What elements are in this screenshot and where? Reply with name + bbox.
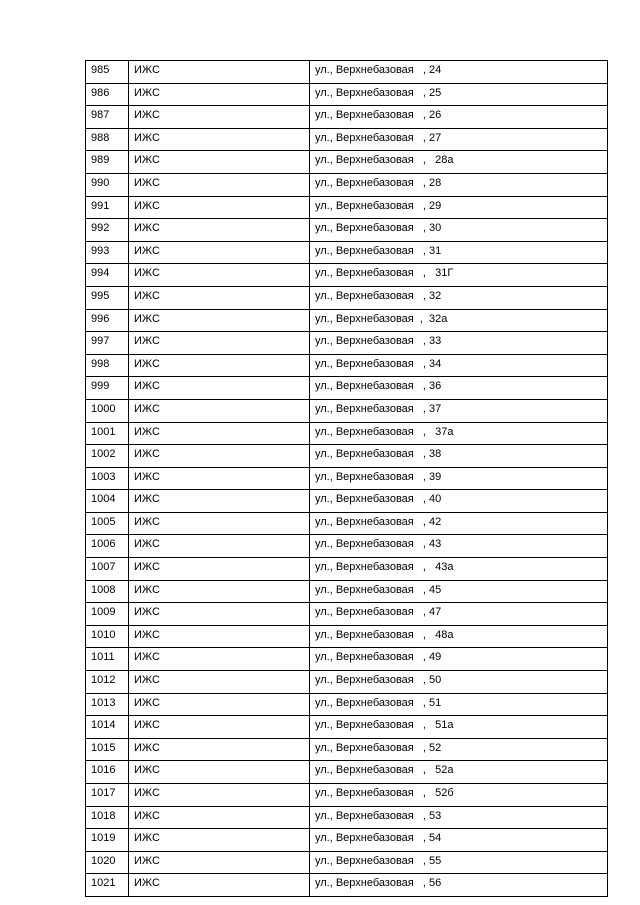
building-type-cell: ИЖС bbox=[129, 286, 310, 309]
address-cell: ул., Верхнебазовая , 48а bbox=[310, 625, 608, 648]
row-number-cell: 1012 bbox=[86, 671, 129, 694]
building-type-cell: ИЖС bbox=[129, 603, 310, 626]
row-number-cell: 1020 bbox=[86, 851, 129, 874]
row-number-cell: 993 bbox=[86, 241, 129, 264]
row-number-cell: 1021 bbox=[86, 874, 129, 897]
address-cell: ул., Верхнебазовая , 54 bbox=[310, 829, 608, 852]
building-type-cell: ИЖС bbox=[129, 173, 310, 196]
table-row bbox=[86, 332, 608, 355]
registry-table-body bbox=[86, 61, 608, 897]
table-row bbox=[86, 445, 608, 468]
address-cell: ул., Верхнебазовая , 31Г bbox=[310, 264, 608, 287]
address-cell: ул., Верхнебазовая , 33 bbox=[310, 332, 608, 355]
table-row bbox=[86, 738, 608, 761]
table-row bbox=[86, 377, 608, 400]
table-row bbox=[86, 219, 608, 242]
table-row bbox=[86, 693, 608, 716]
building-type-cell: ИЖС bbox=[129, 83, 310, 106]
address-cell: ул., Верхнебазовая , 45 bbox=[310, 580, 608, 603]
row-number-cell: 1017 bbox=[86, 784, 129, 807]
row-number-cell: 985 bbox=[86, 61, 129, 84]
address-cell: ул., Верхнебазовая , 26 bbox=[310, 106, 608, 129]
table-row bbox=[86, 784, 608, 807]
address-cell: ул., Верхнебазовая , 36 bbox=[310, 377, 608, 400]
building-type-cell: ИЖС bbox=[129, 151, 310, 174]
building-type-cell: ИЖС bbox=[129, 580, 310, 603]
table-row bbox=[86, 83, 608, 106]
row-number-cell: 1006 bbox=[86, 535, 129, 558]
row-number-cell: 988 bbox=[86, 128, 129, 151]
address-cell: ул., Верхнебазовая , 32а bbox=[310, 309, 608, 332]
row-number-cell: 1013 bbox=[86, 693, 129, 716]
address-cell: ул., Верхнебазовая , 40 bbox=[310, 490, 608, 513]
building-type-cell: ИЖС bbox=[129, 309, 310, 332]
address-cell: ул., Верхнебазовая , 52б bbox=[310, 784, 608, 807]
address-cell: ул., Верхнебазовая , 42 bbox=[310, 512, 608, 535]
building-type-cell: ИЖС bbox=[129, 128, 310, 151]
address-cell: ул., Верхнебазовая , 37 bbox=[310, 399, 608, 422]
building-type-cell: ИЖС bbox=[129, 61, 310, 84]
address-cell: ул., Верхнебазовая , 55 bbox=[310, 851, 608, 874]
table-row bbox=[86, 128, 608, 151]
building-type-cell: ИЖС bbox=[129, 354, 310, 377]
table-row bbox=[86, 761, 608, 784]
row-number-cell: 1003 bbox=[86, 467, 129, 490]
building-type-cell: ИЖС bbox=[129, 264, 310, 287]
building-type-cell: ИЖС bbox=[129, 874, 310, 897]
row-number-cell: 987 bbox=[86, 106, 129, 129]
address-cell: ул., Верхнебазовая , 27 bbox=[310, 128, 608, 151]
row-number-cell: 1009 bbox=[86, 603, 129, 626]
row-number-cell: 998 bbox=[86, 354, 129, 377]
table-row bbox=[86, 196, 608, 219]
table-row bbox=[86, 467, 608, 490]
table-row bbox=[86, 241, 608, 264]
row-number-cell: 1001 bbox=[86, 422, 129, 445]
building-type-cell: ИЖС bbox=[129, 241, 310, 264]
table-row bbox=[86, 106, 608, 129]
table-row bbox=[86, 286, 608, 309]
address-cell: ул., Верхнебазовая , 24 bbox=[310, 61, 608, 84]
table-row bbox=[86, 151, 608, 174]
address-cell: ул., Верхнебазовая , 51а bbox=[310, 716, 608, 739]
building-type-cell: ИЖС bbox=[129, 332, 310, 355]
address-registry-table bbox=[85, 60, 608, 897]
table-row bbox=[86, 512, 608, 535]
address-cell: ул., Верхнебазовая , 31 bbox=[310, 241, 608, 264]
address-cell: ул., Верхнебазовая , 43 bbox=[310, 535, 608, 558]
building-type-cell: ИЖС bbox=[129, 761, 310, 784]
table-row bbox=[86, 535, 608, 558]
row-number-cell: 1014 bbox=[86, 716, 129, 739]
address-cell: ул., Верхнебазовая , 38 bbox=[310, 445, 608, 468]
table-row bbox=[86, 716, 608, 739]
row-number-cell: 1019 bbox=[86, 829, 129, 852]
row-number-cell: 1011 bbox=[86, 648, 129, 671]
row-number-cell: 1015 bbox=[86, 738, 129, 761]
building-type-cell: ИЖС bbox=[129, 625, 310, 648]
building-type-cell: ИЖС bbox=[129, 467, 310, 490]
table-row bbox=[86, 490, 608, 513]
building-type-cell: ИЖС bbox=[129, 445, 310, 468]
table-row bbox=[86, 264, 608, 287]
table-row bbox=[86, 829, 608, 852]
table-row bbox=[86, 399, 608, 422]
table-row bbox=[86, 354, 608, 377]
table-row bbox=[86, 874, 608, 897]
address-cell: ул., Верхнебазовая , 47 bbox=[310, 603, 608, 626]
address-cell: ул., Верхнебазовая , 52а bbox=[310, 761, 608, 784]
row-number-cell: 1005 bbox=[86, 512, 129, 535]
table-row bbox=[86, 61, 608, 84]
table-row bbox=[86, 625, 608, 648]
address-cell: ул., Верхнебазовая , 29 bbox=[310, 196, 608, 219]
row-number-cell: 1010 bbox=[86, 625, 129, 648]
address-cell: ул., Верхнебазовая , 51 bbox=[310, 693, 608, 716]
table-row bbox=[86, 558, 608, 581]
table-row bbox=[86, 580, 608, 603]
address-cell: ул., Верхнебазовая , 50 bbox=[310, 671, 608, 694]
building-type-cell: ИЖС bbox=[129, 196, 310, 219]
address-cell: ул., Верхнебазовая , 43а bbox=[310, 558, 608, 581]
address-cell: ул., Верхнебазовая , 53 bbox=[310, 806, 608, 829]
building-type-cell: ИЖС bbox=[129, 219, 310, 242]
building-type-cell: ИЖС bbox=[129, 648, 310, 671]
building-type-cell: ИЖС bbox=[129, 377, 310, 400]
building-type-cell: ИЖС bbox=[129, 399, 310, 422]
row-number-cell: 990 bbox=[86, 173, 129, 196]
building-type-cell: ИЖС bbox=[129, 512, 310, 535]
row-number-cell: 1008 bbox=[86, 580, 129, 603]
row-number-cell: 1018 bbox=[86, 806, 129, 829]
building-type-cell: ИЖС bbox=[129, 490, 310, 513]
table-row bbox=[86, 851, 608, 874]
table-row bbox=[86, 648, 608, 671]
row-number-cell: 1016 bbox=[86, 761, 129, 784]
table-row bbox=[86, 422, 608, 445]
row-number-cell: 996 bbox=[86, 309, 129, 332]
address-cell: ул., Верхнебазовая , 37а bbox=[310, 422, 608, 445]
building-type-cell: ИЖС bbox=[129, 558, 310, 581]
table-row bbox=[86, 309, 608, 332]
table-row bbox=[86, 173, 608, 196]
address-cell: ул., Верхнебазовая , 28а bbox=[310, 151, 608, 174]
table-row bbox=[86, 806, 608, 829]
row-number-cell: 994 bbox=[86, 264, 129, 287]
address-cell: ул., Верхнебазовая , 32 bbox=[310, 286, 608, 309]
building-type-cell: ИЖС bbox=[129, 784, 310, 807]
row-number-cell: 989 bbox=[86, 151, 129, 174]
row-number-cell: 1002 bbox=[86, 445, 129, 468]
row-number-cell: 1004 bbox=[86, 490, 129, 513]
row-number-cell: 1000 bbox=[86, 399, 129, 422]
row-number-cell: 986 bbox=[86, 83, 129, 106]
address-cell: ул., Верхнебазовая , 25 bbox=[310, 83, 608, 106]
building-type-cell: ИЖС bbox=[129, 806, 310, 829]
address-cell: ул., Верхнебазовая , 49 bbox=[310, 648, 608, 671]
row-number-cell: 991 bbox=[86, 196, 129, 219]
row-number-cell: 999 bbox=[86, 377, 129, 400]
address-cell: ул., Верхнебазовая , 30 bbox=[310, 219, 608, 242]
row-number-cell: 1007 bbox=[86, 558, 129, 581]
table-row bbox=[86, 671, 608, 694]
building-type-cell: ИЖС bbox=[129, 671, 310, 694]
building-type-cell: ИЖС bbox=[129, 738, 310, 761]
address-cell: ул., Верхнебазовая , 34 bbox=[310, 354, 608, 377]
table-row bbox=[86, 603, 608, 626]
address-cell: ул., Верхнебазовая , 28 bbox=[310, 173, 608, 196]
address-cell: ул., Верхнебазовая , 52 bbox=[310, 738, 608, 761]
row-number-cell: 997 bbox=[86, 332, 129, 355]
building-type-cell: ИЖС bbox=[129, 829, 310, 852]
address-cell: ул., Верхнебазовая , 56 bbox=[310, 874, 608, 897]
address-cell: ул., Верхнебазовая , 39 bbox=[310, 467, 608, 490]
row-number-cell: 992 bbox=[86, 219, 129, 242]
building-type-cell: ИЖС bbox=[129, 851, 310, 874]
building-type-cell: ИЖС bbox=[129, 535, 310, 558]
building-type-cell: ИЖС bbox=[129, 716, 310, 739]
building-type-cell: ИЖС bbox=[129, 422, 310, 445]
row-number-cell: 995 bbox=[86, 286, 129, 309]
building-type-cell: ИЖС bbox=[129, 106, 310, 129]
building-type-cell: ИЖС bbox=[129, 693, 310, 716]
